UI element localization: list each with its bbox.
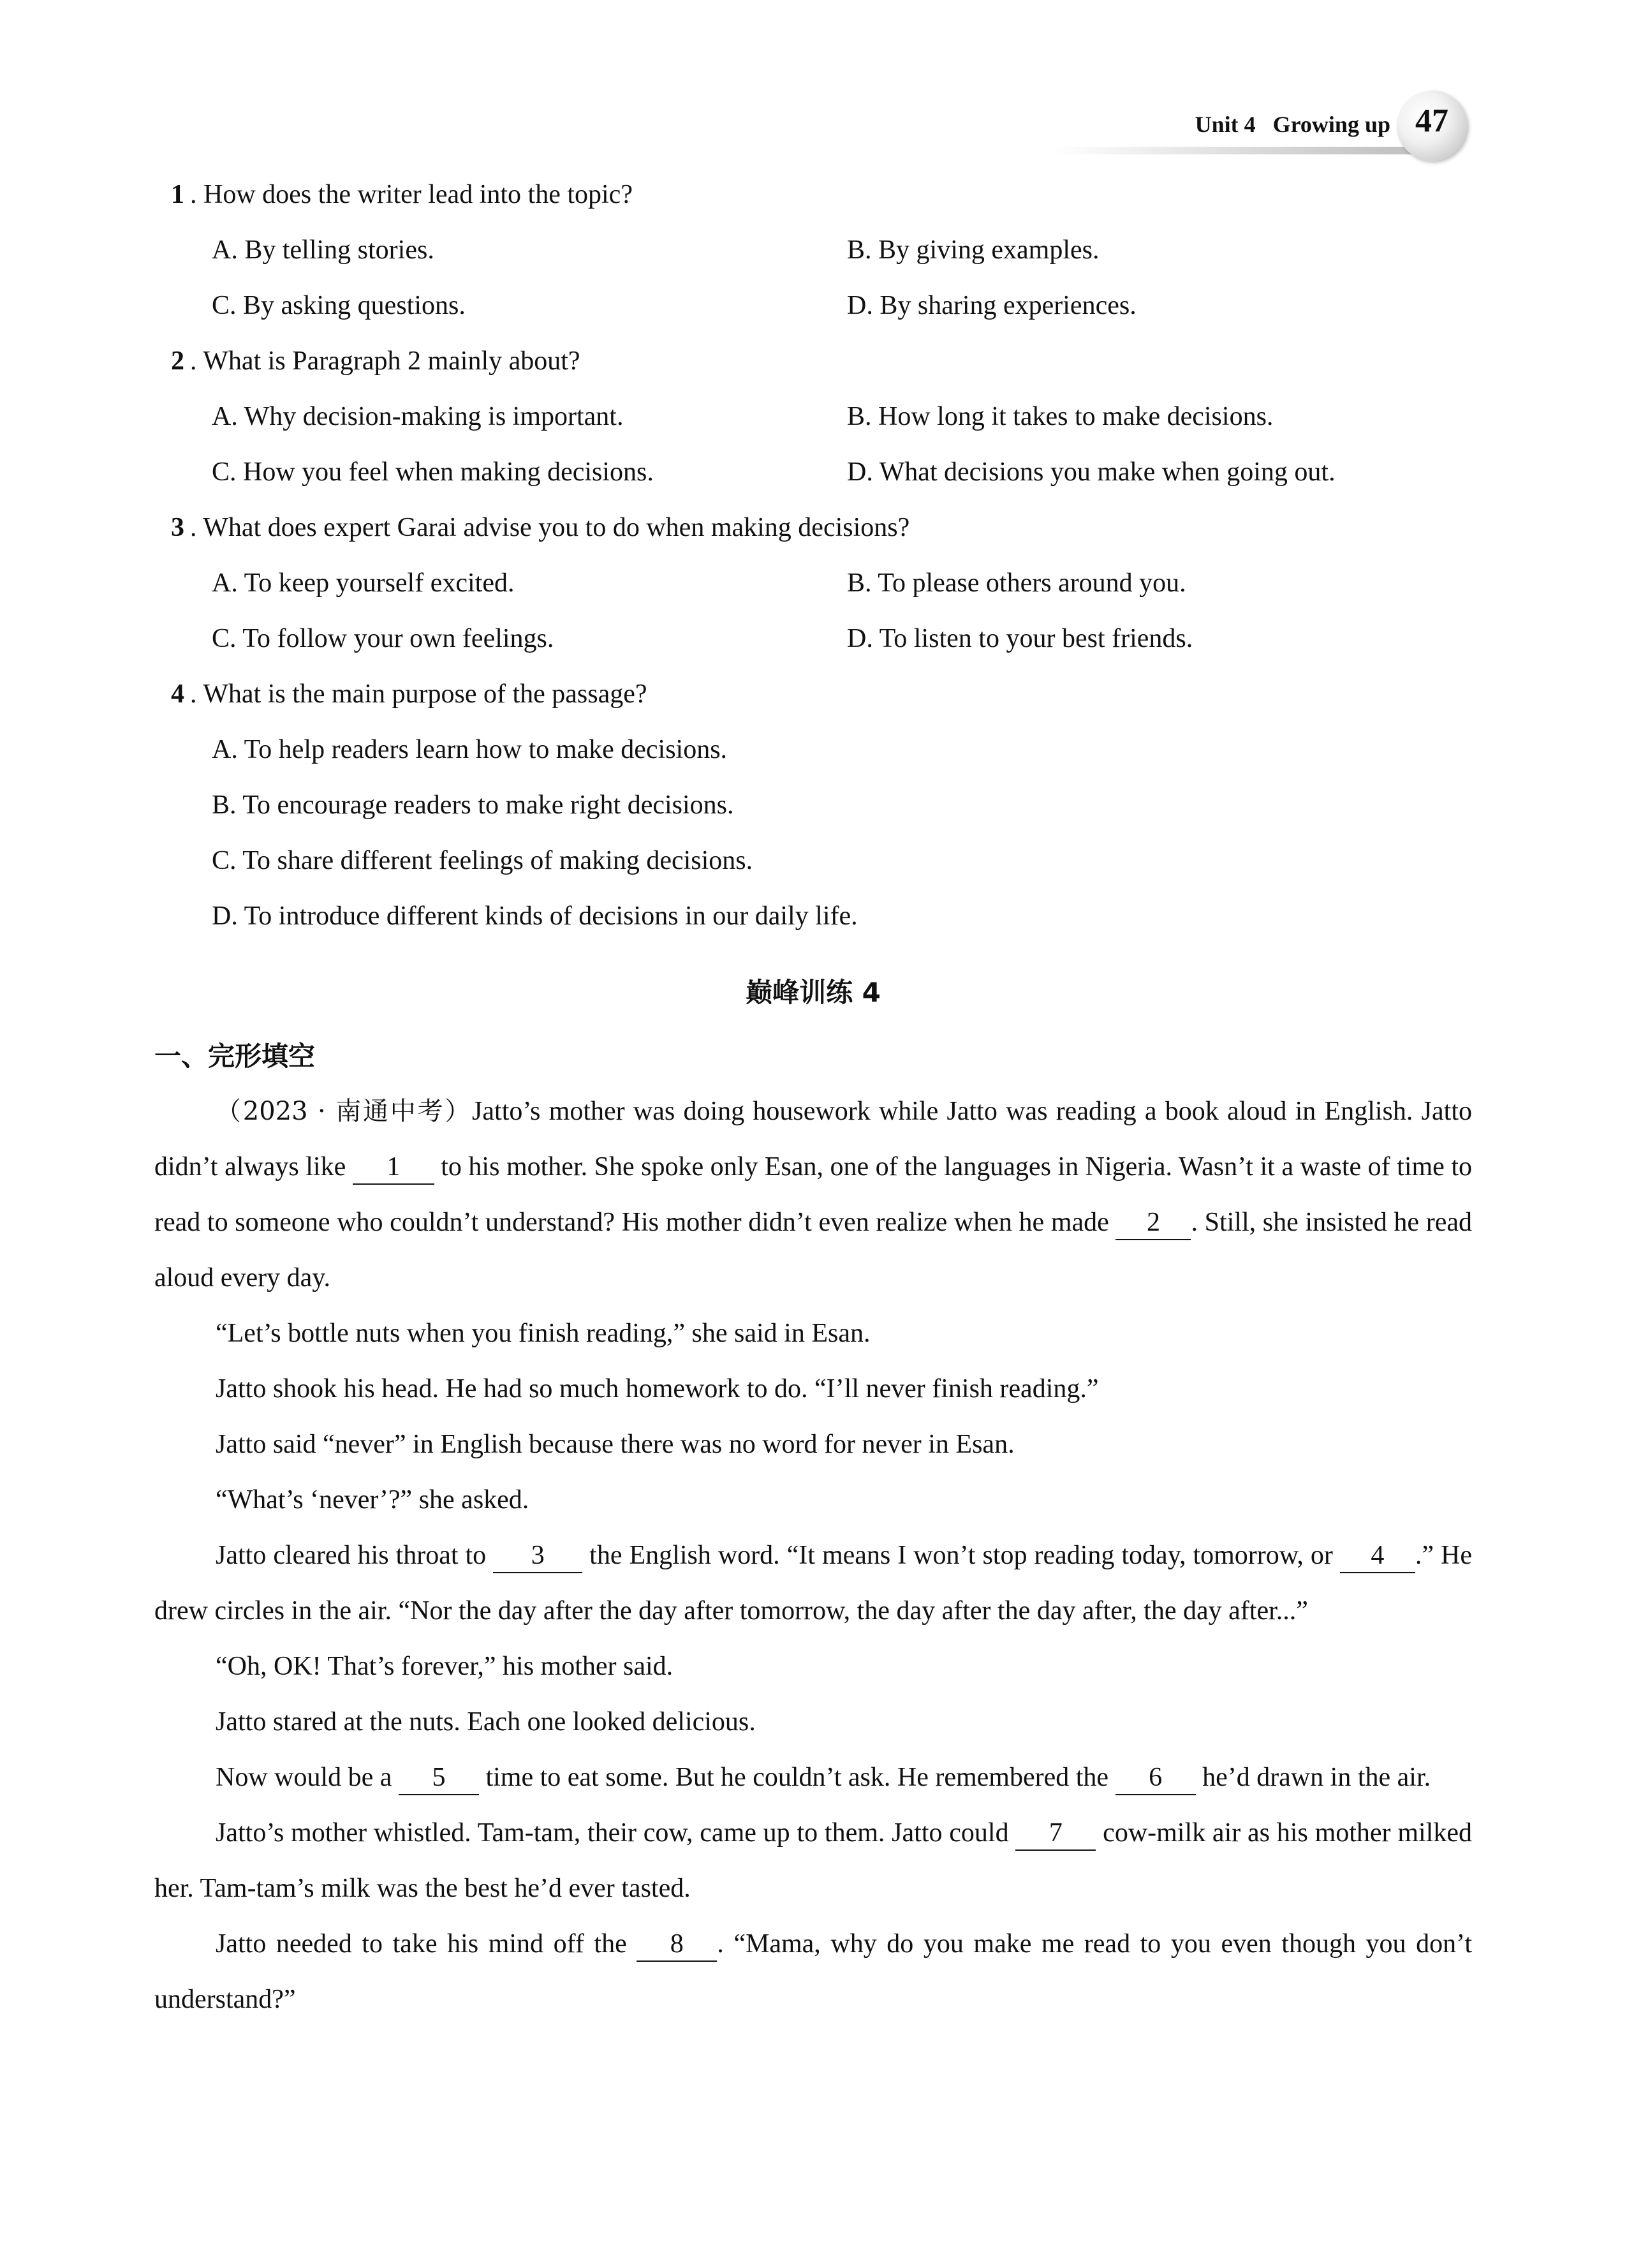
option-d: D. What decisions you make when going out. bbox=[847, 457, 1336, 487]
option-row bbox=[154, 556, 1472, 611]
question-3 bbox=[154, 500, 1472, 556]
option-row bbox=[154, 889, 1472, 944]
option-a: A. To help readers learn how to make decisions. bbox=[212, 735, 728, 764]
option-c: C. To share different feelings of making decisions. bbox=[212, 846, 753, 875]
passage-paragraph bbox=[154, 1750, 1472, 1805]
question-number: 1 bbox=[171, 180, 184, 209]
passage-paragraph bbox=[154, 1528, 1472, 1639]
passage-text: Jatto’s mother was doing housework while Jatto was reading a book aloud in English. Jatto didn’t always like bbox=[154, 1097, 1472, 1182]
option-d: D. To introduce different kinds of decisions in our daily life. bbox=[212, 901, 858, 931]
passage-text: cow-milk air as his mother milked her. Tam-tam’s milk was the best he’d ever tasted. bbox=[154, 1818, 1472, 1903]
option-d: D. To listen to your best friends. bbox=[847, 624, 1193, 653]
passage-text: Jatto’s mother whistled. Tam-tam, their cow, came up to them. Jatto could bbox=[216, 1818, 1016, 1848]
option-b: B. How long it takes to make decisions. bbox=[847, 402, 1274, 431]
passage-text: time to eat some. But he couldn’t ask. He remembered the bbox=[478, 1763, 1115, 1792]
option-a: A. To keep yourself excited. bbox=[212, 568, 515, 598]
option-a: A. By telling stories. bbox=[212, 235, 434, 265]
unit-label: Unit 4 bbox=[1195, 112, 1256, 137]
option-c: C. To follow your own feelings. bbox=[212, 624, 554, 653]
option-d: D. By sharing experiences. bbox=[847, 291, 1137, 320]
question-1 bbox=[154, 167, 1472, 223]
blank-3: 3 bbox=[493, 1540, 582, 1573]
passage-text: the English word. “It means I won’t stop reading today, tomorrow, or bbox=[582, 1541, 1340, 1570]
question-2 bbox=[154, 334, 1472, 389]
blank-1: 1 bbox=[353, 1152, 434, 1185]
blank-5: 5 bbox=[399, 1762, 479, 1795]
option-b: B. By giving examples. bbox=[847, 235, 1100, 265]
option-row bbox=[154, 611, 1472, 667]
page-header bbox=[1052, 96, 1467, 166]
passage-text: he’d drawn in the air. bbox=[1195, 1763, 1431, 1792]
running-head bbox=[1195, 111, 1390, 138]
question-stem: . How does the writer lead into the topic? bbox=[190, 180, 633, 209]
blank-7: 7 bbox=[1015, 1818, 1096, 1851]
passage-paragraph bbox=[154, 1084, 1472, 1306]
blank-8: 8 bbox=[637, 1929, 717, 1962]
passage-paragraph bbox=[154, 1916, 1472, 2027]
question-stem: . What is the main purpose of the passage? bbox=[190, 679, 647, 709]
unit-title: Growing up bbox=[1272, 112, 1390, 137]
option-c: C. By asking questions. bbox=[212, 291, 466, 320]
passage-paragraph: Jatto stared at the nuts. Each one looked delicious. bbox=[216, 1707, 756, 1737]
option-c: C. How you feel when making decisions. bbox=[212, 457, 654, 487]
passage-text: .” He drew circles in the air. “Nor the day after the day after tomorrow, the day after the day after, the day after...” bbox=[154, 1541, 1472, 1626]
question-number: 3 bbox=[171, 513, 184, 542]
passage-paragraph: “Oh, OK! That’s forever,” his mother said. bbox=[216, 1652, 674, 1681]
passage-paragraph: Jatto shook his head. He had so much homework to do. “I’ll never finish reading.” bbox=[216, 1374, 1099, 1404]
blank-2: 2 bbox=[1115, 1207, 1191, 1240]
option-row bbox=[154, 778, 1472, 833]
blank-4: 4 bbox=[1340, 1540, 1415, 1573]
passage-text: . “Mama, why do you make me read to you even though you don’t understand?” bbox=[154, 1929, 1472, 2014]
passage-paragraph: “Let’s bottle nuts when you finish reading,” she said in Esan. bbox=[216, 1319, 871, 1348]
question-stem: . What is Paragraph 2 mainly about? bbox=[190, 346, 580, 376]
option-row bbox=[154, 722, 1472, 778]
passage-text: to his mother. She spoke only Esan, one of the languages in Nigeria. Wasn’t it a waste of time to read to someone who couldn’t understand? His mother didn’t even realize when he made bbox=[154, 1152, 1472, 1237]
section-heading: 一、完形填空 bbox=[154, 1041, 316, 1072]
option-row bbox=[154, 833, 1472, 889]
header-rule bbox=[1052, 147, 1429, 154]
question-number: 4 bbox=[171, 679, 184, 709]
option-row bbox=[154, 278, 1472, 334]
passage-text: . Still, she insisted he read aloud every day. bbox=[154, 1208, 1472, 1293]
option-row bbox=[154, 223, 1472, 278]
option-row bbox=[154, 445, 1472, 500]
option-a: A. Why decision-making is important. bbox=[212, 402, 624, 431]
option-b: B. To please others around you. bbox=[847, 568, 1186, 598]
question-stem: . What does expert Garai advise you to do when making decisions? bbox=[190, 513, 910, 542]
option-row bbox=[154, 389, 1472, 445]
blank-6: 6 bbox=[1115, 1762, 1196, 1795]
section-title: 巅峰训练 4 bbox=[746, 977, 881, 1008]
passage-paragraph: Jatto said “never” in English because there was no word for never in Esan. bbox=[216, 1430, 1015, 1459]
passage-text: Jatto needed to take his mind off the bbox=[216, 1929, 637, 1959]
passage-text: Now would be a bbox=[216, 1763, 399, 1792]
page-content bbox=[154, 167, 1472, 2027]
source-note: （2023 · 南通中考） bbox=[216, 1097, 473, 1126]
passage-text: Jatto cleared his throat to bbox=[216, 1541, 494, 1570]
option-b: B. To encourage readers to make right decisions. bbox=[212, 790, 734, 820]
passage-paragraph: “What’s ‘never’?” she asked. bbox=[216, 1485, 529, 1515]
page-number-badge bbox=[1397, 91, 1467, 161]
page-number: 47 bbox=[1415, 103, 1448, 139]
passage-paragraph bbox=[154, 1805, 1472, 1916]
question-number: 2 bbox=[171, 346, 184, 376]
question-4 bbox=[154, 667, 1472, 722]
